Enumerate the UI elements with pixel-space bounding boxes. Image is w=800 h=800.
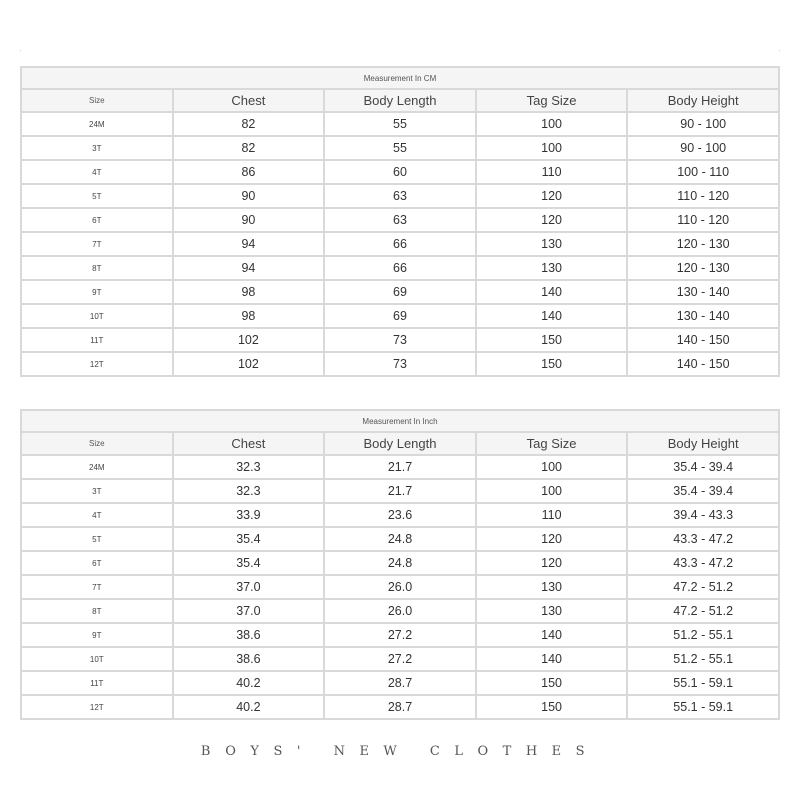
cell-body-length: 66	[325, 233, 475, 255]
table-row	[22, 353, 778, 375]
cell-body-height: 43.3 - 47.2	[628, 552, 778, 574]
cell-body-height: 35.4 - 39.4	[628, 480, 778, 502]
cell-size: 5T	[22, 185, 172, 207]
header-body-length: Body Length	[325, 90, 475, 111]
cell-body-height: 51.2 - 55.1	[628, 648, 778, 670]
cell-tag-size: 120	[477, 209, 627, 231]
cell-chest: 35.4	[174, 528, 324, 550]
table-row	[22, 257, 778, 279]
cell-chest: 98	[174, 305, 324, 327]
cell-tag-size: 140	[477, 624, 627, 646]
cell-size: 11T	[22, 672, 172, 694]
table-row	[22, 233, 778, 255]
table-row	[22, 648, 778, 670]
cell-size: 10T	[22, 305, 172, 327]
cell-size: 3T	[22, 480, 172, 502]
cell-body-height: 130 - 140	[628, 281, 778, 303]
size-table-cm	[20, 66, 780, 377]
cell-tag-size: 110	[477, 504, 627, 526]
cell-size: 6T	[22, 209, 172, 231]
cell-body-length: 27.2	[325, 624, 475, 646]
cell-size: 8T	[22, 257, 172, 279]
table-row	[22, 329, 778, 351]
cell-size: 3T	[22, 137, 172, 159]
cell-tag-size: 140	[477, 305, 627, 327]
corner-mark-left	[20, 50, 21, 51]
cell-body-height: 130 - 140	[628, 305, 778, 327]
cell-body-length: 26.0	[325, 600, 475, 622]
cell-tag-size: 110	[477, 161, 627, 183]
cell-chest: 35.4	[174, 552, 324, 574]
cell-tag-size: 100	[477, 480, 627, 502]
table-row	[22, 480, 778, 502]
table-caption: Measurement In Inch	[22, 411, 778, 431]
header-body-length: Body Length	[325, 433, 475, 454]
cell-size: 7T	[22, 576, 172, 598]
cell-body-height: 110 - 120	[628, 185, 778, 207]
cell-body-length: 24.8	[325, 552, 475, 574]
brand-tagline: BOYS' NEW CLOTHES	[200, 744, 600, 759]
cell-size: 5T	[22, 528, 172, 550]
table-row	[22, 305, 778, 327]
cell-chest: 38.6	[174, 624, 324, 646]
cell-chest: 102	[174, 329, 324, 351]
cell-body-length: 63	[325, 185, 475, 207]
table-row	[22, 600, 778, 622]
cell-size: 8T	[22, 600, 172, 622]
cell-body-height: 110 - 120	[628, 209, 778, 231]
cell-body-length: 21.7	[325, 456, 475, 478]
table-row	[22, 552, 778, 574]
cell-tag-size: 140	[477, 648, 627, 670]
cell-size: 9T	[22, 281, 172, 303]
cell-size: 4T	[22, 161, 172, 183]
cell-chest: 98	[174, 281, 324, 303]
cell-body-length: 69	[325, 281, 475, 303]
header-size: Size	[22, 433, 172, 454]
corner-mark-right	[779, 50, 780, 51]
cell-body-height: 120 - 130	[628, 257, 778, 279]
cell-tag-size: 140	[477, 281, 627, 303]
table-row	[22, 456, 778, 478]
table-row	[22, 281, 778, 303]
cell-body-height: 47.2 - 51.2	[628, 576, 778, 598]
cell-body-length: 26.0	[325, 576, 475, 598]
cell-body-length: 55	[325, 113, 475, 135]
cell-tag-size: 150	[477, 329, 627, 351]
cell-chest: 94	[174, 257, 324, 279]
cell-size: 4T	[22, 504, 172, 526]
cell-body-height: 90 - 100	[628, 113, 778, 135]
cell-body-height: 47.2 - 51.2	[628, 600, 778, 622]
cell-body-height: 55.1 - 59.1	[628, 696, 778, 718]
cell-body-height: 120 - 130	[628, 233, 778, 255]
cell-chest: 40.2	[174, 696, 324, 718]
table-row	[22, 576, 778, 598]
table-row	[22, 161, 778, 183]
header-body-height: Body Height	[628, 90, 778, 111]
size-table-inch	[20, 409, 780, 720]
cell-body-length: 23.6	[325, 504, 475, 526]
cell-tag-size: 120	[477, 528, 627, 550]
table-body	[22, 456, 778, 718]
cell-body-height: 90 - 100	[628, 137, 778, 159]
table-row	[22, 624, 778, 646]
cell-tag-size: 130	[477, 600, 627, 622]
cell-body-height: 55.1 - 59.1	[628, 672, 778, 694]
cell-tag-size: 150	[477, 672, 627, 694]
cell-tag-size: 120	[477, 185, 627, 207]
header-tag-size: Tag Size	[477, 433, 627, 454]
cell-chest: 33.9	[174, 504, 324, 526]
table-body	[22, 113, 778, 375]
cell-size: 9T	[22, 624, 172, 646]
cell-size: 10T	[22, 648, 172, 670]
cell-body-length: 73	[325, 353, 475, 375]
cell-tag-size: 130	[477, 576, 627, 598]
table-row	[22, 528, 778, 550]
cell-chest: 90	[174, 185, 324, 207]
cell-body-length: 60	[325, 161, 475, 183]
header-body-height: Body Height	[628, 433, 778, 454]
cell-body-length: 66	[325, 257, 475, 279]
cell-tag-size: 130	[477, 257, 627, 279]
cell-chest: 94	[174, 233, 324, 255]
cell-chest: 37.0	[174, 576, 324, 598]
cell-chest: 90	[174, 209, 324, 231]
cell-tag-size: 120	[477, 552, 627, 574]
table-row	[22, 185, 778, 207]
cell-size: 11T	[22, 329, 172, 351]
cell-chest: 38.6	[174, 648, 324, 670]
cell-body-height: 140 - 150	[628, 353, 778, 375]
cell-body-length: 28.7	[325, 672, 475, 694]
table-row	[22, 696, 778, 718]
header-tag-size: Tag Size	[477, 90, 627, 111]
cell-tag-size: 150	[477, 696, 627, 718]
header-row	[22, 433, 778, 454]
header-row	[22, 90, 778, 111]
cell-chest: 32.3	[174, 480, 324, 502]
table-row	[22, 137, 778, 159]
cell-tag-size: 150	[477, 353, 627, 375]
cell-body-height: 35.4 - 39.4	[628, 456, 778, 478]
table-caption: Measurement In CM	[22, 68, 778, 88]
cell-chest: 102	[174, 353, 324, 375]
cell-body-length: 55	[325, 137, 475, 159]
table-row	[22, 504, 778, 526]
cell-chest: 37.0	[174, 600, 324, 622]
cell-body-length: 21.7	[325, 480, 475, 502]
cell-body-length: 24.8	[325, 528, 475, 550]
cell-body-length: 28.7	[325, 696, 475, 718]
cell-tag-size: 130	[477, 233, 627, 255]
cell-chest: 86	[174, 161, 324, 183]
cell-body-length: 63	[325, 209, 475, 231]
cell-size: 24M	[22, 456, 172, 478]
cell-body-length: 27.2	[325, 648, 475, 670]
table-row	[22, 672, 778, 694]
cell-body-height: 39.4 - 43.3	[628, 504, 778, 526]
cell-body-height: 43.3 - 47.2	[628, 528, 778, 550]
cell-chest: 32.3	[174, 456, 324, 478]
header-chest: Chest	[174, 90, 324, 111]
cell-size: 12T	[22, 353, 172, 375]
cell-size: 24M	[22, 113, 172, 135]
cell-chest: 82	[174, 113, 324, 135]
cell-body-height: 100 - 110	[628, 161, 778, 183]
cell-body-height: 51.2 - 55.1	[628, 624, 778, 646]
cell-body-height: 140 - 150	[628, 329, 778, 351]
cell-size: 7T	[22, 233, 172, 255]
cell-tag-size: 100	[477, 137, 627, 159]
cell-size: 12T	[22, 696, 172, 718]
cell-tag-size: 100	[477, 113, 627, 135]
cell-body-length: 73	[325, 329, 475, 351]
cell-chest: 40.2	[174, 672, 324, 694]
header-size: Size	[22, 90, 172, 111]
header-chest: Chest	[174, 433, 324, 454]
table-row	[22, 209, 778, 231]
cell-body-length: 69	[325, 305, 475, 327]
cell-size: 6T	[22, 552, 172, 574]
cell-tag-size: 100	[477, 456, 627, 478]
table-row	[22, 113, 778, 135]
cell-chest: 82	[174, 137, 324, 159]
